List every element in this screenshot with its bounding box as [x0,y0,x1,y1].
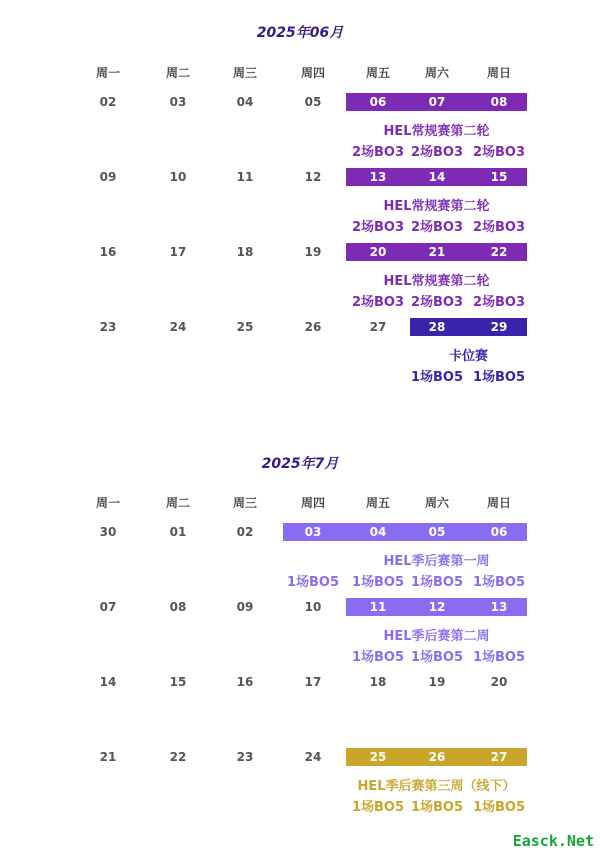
calendar-day: 09 [99,170,117,184]
calendar-day: 09 [236,600,254,614]
calendar-day: 17 [304,675,322,689]
weekday-header: 周一 [95,496,120,510]
event-day: 25 [369,750,387,764]
calendar-day: 30 [99,525,117,539]
event-day: 13 [490,600,508,614]
calendar-day: 24 [169,320,187,334]
event-day: 05 [428,525,446,539]
event-day: 06 [369,95,387,109]
weekday-header: 周六 [424,66,449,80]
event-match-count: 2场BO3 [410,145,464,160]
calendar-day: 08 [169,600,187,614]
calendar-day: 26 [304,320,322,334]
event-match-count: 1场BO5 [351,650,405,665]
event-match-count: 2场BO3 [410,220,464,235]
event-match-count: 2场BO3 [410,295,464,310]
event-day: 15 [490,170,508,184]
weekday-header: 周四 [300,66,325,80]
calendar-day: 16 [236,675,254,689]
event-match-count: 2场BO3 [351,220,405,235]
calendar-day: 22 [169,750,187,764]
event-day: 28 [428,320,446,334]
calendar-day: 10 [304,600,322,614]
event-day: 26 [428,750,446,764]
weekday-header: 周五 [365,66,390,80]
weekday-header: 周日 [486,496,511,510]
weekday-header: 周五 [365,496,390,510]
event-match-count: 2场BO3 [472,220,526,235]
event-title: HEL常规赛第二轮 [383,199,490,214]
weekday-header: 周六 [424,496,449,510]
calendar-day: 27 [369,320,387,334]
calendar-day: 14 [99,675,117,689]
event-match-count: 1场BO5 [410,800,464,815]
watermark: Easck.Net [512,832,594,850]
event-day: 29 [490,320,508,334]
event-day: 14 [428,170,446,184]
event-day: 03 [304,525,322,539]
event-title: HEL季后赛第三周（线下） [357,779,516,794]
calendar-day: 18 [236,245,254,259]
weekday-header: 周三 [232,496,257,510]
calendar-day: 02 [236,525,254,539]
event-match-count: 1场BO5 [472,575,526,590]
event-title: HEL季后赛第二周 [383,629,490,644]
event-day: 27 [490,750,508,764]
weekday-header: 周一 [95,66,120,80]
event-day: 08 [490,95,508,109]
event-match-count: 1场BO5 [410,370,464,385]
event-day: 20 [369,245,387,259]
weekday-header: 周二 [165,496,190,510]
event-title: HEL季后赛第一周 [383,554,490,569]
event-day: 04 [369,525,387,539]
calendar-day: 23 [99,320,117,334]
calendar-day: 03 [169,95,187,109]
event-match-count: 1场BO5 [472,370,526,385]
weekday-header: 周日 [486,66,511,80]
event-match-count: 1场BO5 [410,575,464,590]
calendar-day: 24 [304,750,322,764]
event-day: 13 [369,170,387,184]
calendar-day: 10 [169,170,187,184]
event-title: HEL常规赛第二轮 [383,274,490,289]
calendar-day: 02 [99,95,117,109]
weekday-header: 周三 [232,66,257,80]
calendar-day: 25 [236,320,254,334]
calendar-day: 01 [169,525,187,539]
calendar-day: 04 [236,95,254,109]
weekday-header: 周四 [300,496,325,510]
event-match-count: 1场BO5 [351,575,405,590]
event-day: 07 [428,95,446,109]
event-match-count: 2场BO3 [351,295,405,310]
event-match-count: 2场BO3 [351,145,405,160]
event-match-count: 2场BO3 [472,145,526,160]
calendar-day: 07 [99,600,117,614]
calendar-day: 18 [369,675,387,689]
calendar-day: 12 [304,170,322,184]
calendar-day: 19 [428,675,446,689]
event-match-count: 2场BO3 [472,295,526,310]
calendar-day: 19 [304,245,322,259]
event-match-count: 1场BO5 [472,650,526,665]
event-day: 06 [490,525,508,539]
month-title: 2025年06月 [256,25,344,41]
weekday-header: 周二 [165,66,190,80]
calendar-day: 16 [99,245,117,259]
month-title: 2025年7月 [261,456,339,472]
calendar-day: 23 [236,750,254,764]
calendar-day: 17 [169,245,187,259]
calendar-day: 21 [99,750,117,764]
event-title: 卡位赛 [448,349,488,364]
event-day: 21 [428,245,446,259]
calendar-day: 20 [490,675,508,689]
calendar-day: 15 [169,675,187,689]
calendar-day: 11 [236,170,254,184]
event-match-count: 1场BO5 [351,800,405,815]
event-match-count: 1场BO5 [286,575,340,590]
event-title: HEL常规赛第二轮 [383,124,490,139]
event-day: 12 [428,600,446,614]
event-day: 11 [369,600,387,614]
event-day: 22 [490,245,508,259]
event-match-count: 1场BO5 [472,800,526,815]
calendar-day: 05 [304,95,322,109]
event-match-count: 1场BO5 [410,650,464,665]
